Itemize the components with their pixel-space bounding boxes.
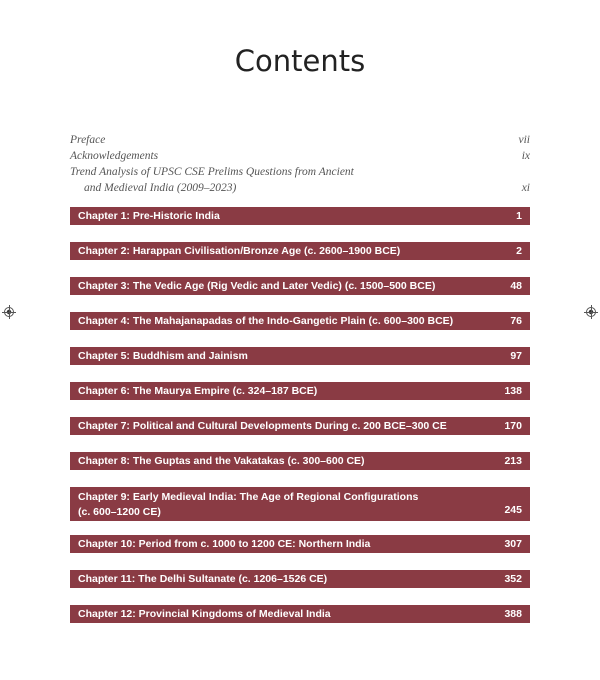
chapter-row-1[interactable]: [70, 207, 530, 225]
chapter-page: 138: [504, 385, 522, 397]
chapter-row-3[interactable]: [70, 277, 530, 295]
registration-mark-right: [586, 307, 596, 317]
front-matter-label: Trend Analysis of UPSC CSE Prelims Questions from Ancient: [70, 166, 354, 178]
front-matter-label: Acknowledgements: [70, 150, 159, 162]
chapter-title: [78, 490, 478, 520]
chapter-page: 97: [510, 350, 522, 362]
front-matter-label-line2: and Medieval India (2009–2023): [84, 182, 237, 194]
front-matter-page: ix: [521, 150, 530, 162]
chapter-page: 76: [510, 315, 522, 327]
chapter-page: 307: [504, 538, 522, 550]
chapter-page: 388: [504, 608, 522, 620]
chapter-title: Chapter 6: The Maurya Empire (c. 324–187 BCE): [78, 385, 318, 397]
chapter-title: Chapter 5: Buddhism and Jainism: [78, 350, 248, 362]
chapter-title: Chapter 10: Period from c. 1000 to 1200 CE: Northern India: [78, 538, 371, 550]
chapter-row-9[interactable]: [70, 487, 530, 521]
front-matter-item-acknowledgements[interactable]: [70, 148, 530, 164]
front-matter-label: Preface: [70, 134, 106, 146]
chapter-title: Chapter 3: The Vedic Age (Rig Vedic and Later Vedic) (c. 1500–500 BCE): [78, 280, 436, 292]
front-matter-item-trend-analysis[interactable]: [70, 164, 530, 196]
chapter-title: Chapter 11: The Delhi Sultanate (c. 1206–1526 CE): [78, 573, 328, 585]
front-matter-page: xi: [521, 182, 530, 194]
chapter-title: Chapter 2: Harappan Civilisation/Bronze Age (c. 2600–1900 BCE): [78, 245, 401, 257]
chapter-page: 2: [516, 245, 522, 257]
front-matter-item-preface[interactable]: [70, 132, 530, 148]
chapter-page: 48: [510, 280, 522, 292]
chapter-row-10[interactable]: [70, 535, 530, 553]
chapter-page: 1: [516, 210, 522, 222]
chapter-row-12[interactable]: [70, 605, 530, 623]
chapter-row-6[interactable]: [70, 382, 530, 400]
chapter-row-2[interactable]: [70, 242, 530, 260]
chapter-title: Chapter 1: Pre-Historic India: [78, 210, 220, 222]
chapter-page: 170: [504, 420, 522, 432]
chapter-title: Chapter 4: The Mahajanapadas of the Indo-Gangetic Plain (c. 600–300 BCE): [78, 315, 454, 327]
front-matter-list: [70, 132, 530, 196]
front-matter-page: vii: [518, 134, 530, 146]
chapter-title: Chapter 7: Political and Cultural Developments During c. 200 BCE–300 CE: [78, 420, 447, 432]
page-title: Contents: [234, 44, 366, 78]
chapter-row-5[interactable]: [70, 347, 530, 365]
chapter-page: 213: [504, 455, 522, 467]
registration-mark-left: [4, 307, 14, 317]
chapter-row-11[interactable]: [70, 570, 530, 588]
chapter-row-8[interactable]: [70, 452, 530, 470]
chapter-title-line2: (c. 600–1200 CE): [78, 506, 161, 518]
chapter-row-7[interactable]: [70, 417, 530, 435]
chapter-page: 352: [504, 573, 522, 585]
chapter-title-line1: Chapter 9: Early Medieval India: The Age of Regional Configurations: [78, 491, 419, 503]
chapter-title: Chapter 8: The Guptas and the Vakatakas (c. 300–600 CE): [78, 455, 365, 467]
chapter-title: Chapter 12: Provincial Kingdoms of Medieval India: [78, 608, 331, 620]
chapter-page: 245: [504, 504, 522, 516]
chapter-row-4[interactable]: [70, 312, 530, 330]
